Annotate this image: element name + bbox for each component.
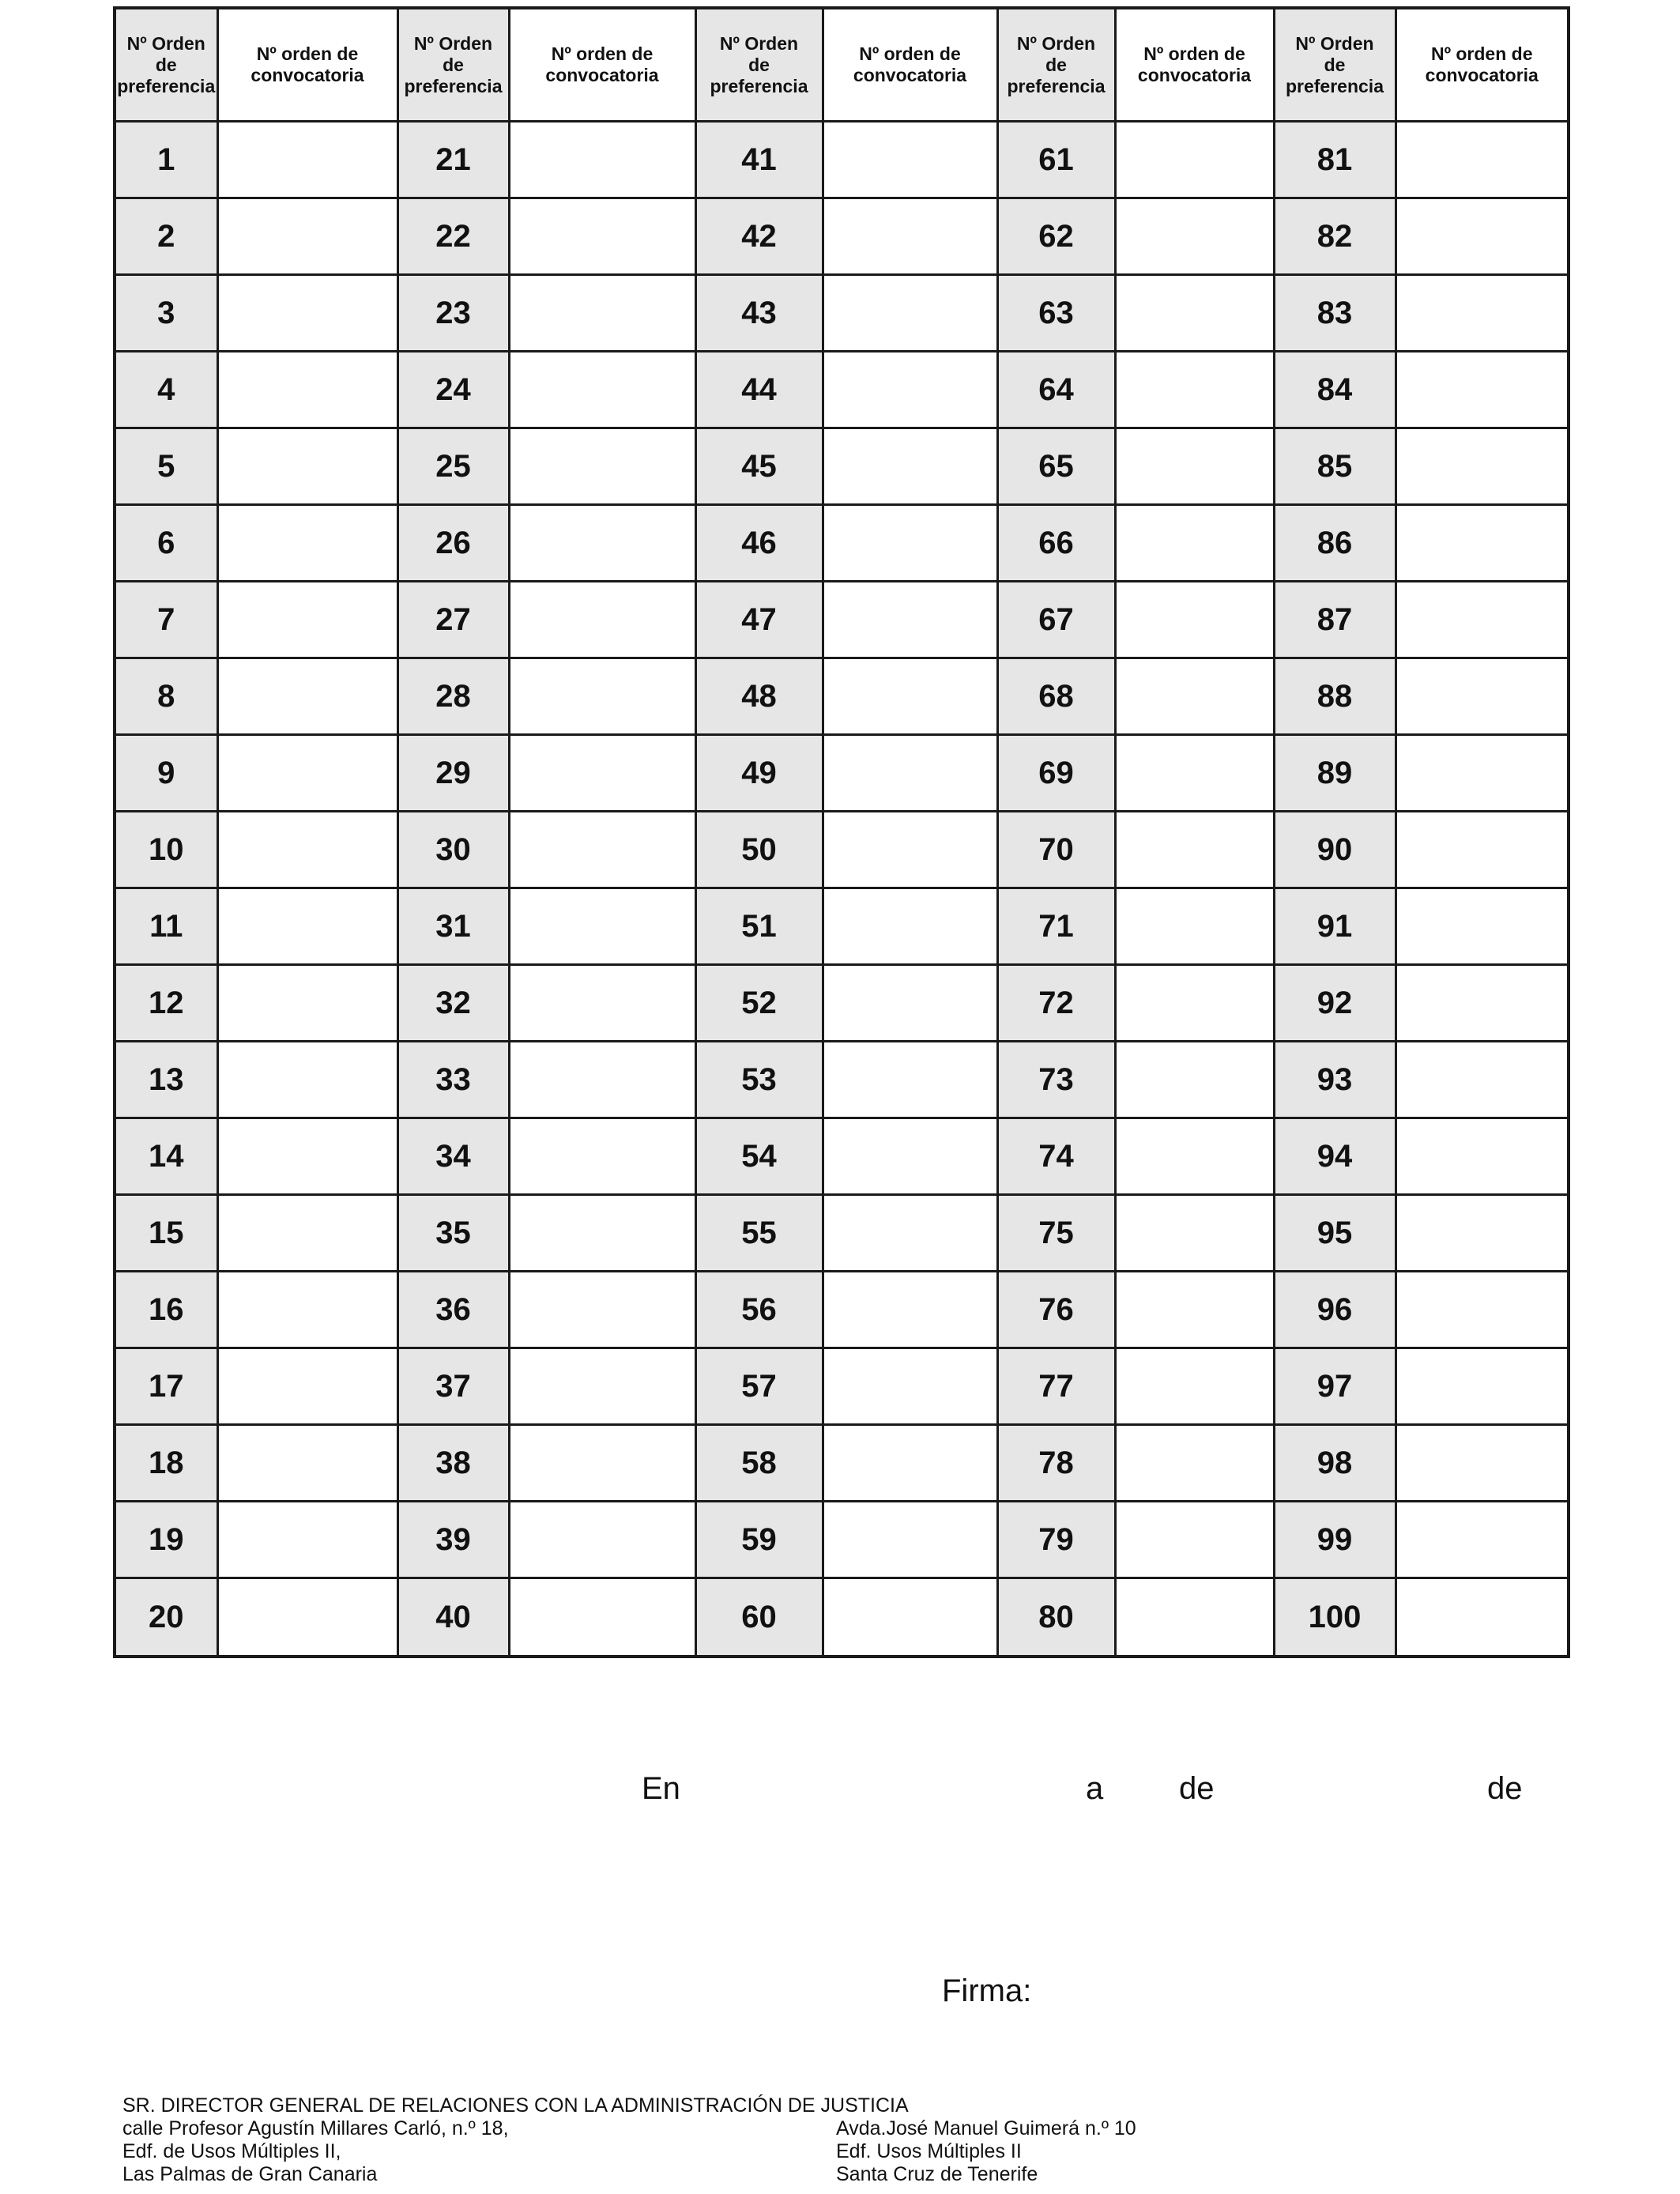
convocatoria-number-field[interactable] xyxy=(1396,1118,1569,1195)
convocatoria-number-field[interactable] xyxy=(1396,965,1569,1042)
table-row xyxy=(115,1578,1569,1657)
convocatoria-number-field[interactable] xyxy=(1396,428,1569,505)
convocatoria-number-field[interactable] xyxy=(823,1195,997,1272)
preference-number-cell: 86 xyxy=(1274,505,1396,582)
convocatoria-number-field[interactable] xyxy=(1115,505,1274,582)
preference-number-cell: 7 xyxy=(115,582,217,658)
convocatoria-number-field[interactable] xyxy=(1396,122,1569,198)
convocatoria-number-field[interactable] xyxy=(509,1348,695,1425)
table-row xyxy=(115,428,1569,505)
preference-number-cell: 37 xyxy=(397,1348,509,1425)
preference-number-cell: 89 xyxy=(1274,735,1396,812)
convocatoria-number-field[interactable] xyxy=(823,122,997,198)
convocatoria-number-field[interactable] xyxy=(1396,1502,1569,1578)
convocatoria-number-field[interactable] xyxy=(509,505,695,582)
preference-number-cell: 21 xyxy=(397,122,509,198)
convocatoria-number-field[interactable] xyxy=(1396,735,1569,812)
preference-number-cell: 58 xyxy=(695,1425,823,1502)
preference-number-cell: 51 xyxy=(695,888,823,965)
convocatoria-number-field[interactable] xyxy=(217,1195,397,1272)
preference-number-cell: 30 xyxy=(397,812,509,888)
preference-number-cell: 56 xyxy=(695,1272,823,1348)
preference-number-cell: 71 xyxy=(997,888,1115,965)
preference-number-cell: 72 xyxy=(997,965,1115,1042)
preference-number-cell: 60 xyxy=(695,1578,823,1657)
convocatoria-number-field[interactable] xyxy=(509,198,695,275)
header-text-line: de xyxy=(748,54,770,75)
header-text-line: preferencia xyxy=(117,75,216,96)
year-field[interactable] xyxy=(1535,1767,1629,1808)
header-text-line: de xyxy=(443,54,464,75)
header-text-line: convocatoria xyxy=(1137,65,1252,85)
preference-number-cell: 20 xyxy=(115,1578,217,1657)
convocatoria-number-field[interactable] xyxy=(1115,812,1274,888)
convocatoria-number-field[interactable] xyxy=(217,275,397,352)
preference-number-cell: 6 xyxy=(115,505,217,582)
preference-number-cell: 18 xyxy=(115,1425,217,1502)
preference-number-cell: 88 xyxy=(1274,658,1396,735)
convocatoria-number-field[interactable] xyxy=(217,1118,397,1195)
preference-number-cell: 77 xyxy=(997,1348,1115,1425)
header-text-line: preferencia xyxy=(404,75,503,96)
convocatoria-number-field[interactable] xyxy=(1115,658,1274,735)
right-address-line: Santa Cruz de Tenerife xyxy=(836,2163,1038,2185)
convocatoria-number-field[interactable] xyxy=(509,1195,695,1272)
preference-number-cell: 29 xyxy=(397,735,509,812)
preference-number-cell: 48 xyxy=(695,658,823,735)
convocatoria-number-field[interactable] xyxy=(217,965,397,1042)
preference-number-cell: 79 xyxy=(997,1502,1115,1578)
header-text-line: Nº Orden xyxy=(719,32,799,54)
table-row xyxy=(115,198,1569,275)
table-row xyxy=(115,812,1569,888)
header-text-line: convocatoria xyxy=(1425,65,1539,85)
preference-number-cell: 90 xyxy=(1274,812,1396,888)
preference-number-cell: 27 xyxy=(397,582,509,658)
preference-number-cell: 4 xyxy=(115,352,217,428)
preference-number-cell: 34 xyxy=(397,1118,509,1195)
convocatoria-number-field[interactable] xyxy=(823,735,997,812)
convocatoria-number-field[interactable] xyxy=(823,1272,997,1348)
table-row xyxy=(115,1348,1569,1425)
preference-number-cell: 19 xyxy=(115,1502,217,1578)
preference-number-cell: 14 xyxy=(115,1118,217,1195)
preference-number-cell: 95 xyxy=(1274,1195,1396,1272)
convocatoria-number-field[interactable] xyxy=(217,888,397,965)
header-orden-convocatoria xyxy=(509,8,695,122)
preference-number-cell: 73 xyxy=(997,1042,1115,1118)
convocatoria-number-field[interactable] xyxy=(1396,352,1569,428)
preference-number-cell: 93 xyxy=(1274,1042,1396,1118)
convocatoria-number-field[interactable] xyxy=(217,352,397,428)
preference-number-cell: 57 xyxy=(695,1348,823,1425)
preference-number-cell: 91 xyxy=(1274,888,1396,965)
preference-number-cell: 1 xyxy=(115,122,217,198)
preference-number-cell: 67 xyxy=(997,582,1115,658)
preference-number-cell: 87 xyxy=(1274,582,1396,658)
header-text-line: de xyxy=(1324,54,1346,75)
table-row xyxy=(115,275,1569,352)
preference-number-cell: 15 xyxy=(115,1195,217,1272)
convocatoria-number-field[interactable] xyxy=(1115,582,1274,658)
convocatoria-number-field[interactable] xyxy=(1396,888,1569,965)
header-text-line: de xyxy=(1045,54,1067,75)
header-text-line: Nº orden de xyxy=(1430,43,1533,64)
table-row xyxy=(115,582,1569,658)
preference-number-cell: 13 xyxy=(115,1042,217,1118)
header-text-line: convocatoria xyxy=(853,65,967,85)
convocatoria-number-field[interactable] xyxy=(1396,275,1569,352)
header-orden-preferencia xyxy=(695,8,823,122)
table-body xyxy=(115,122,1569,1657)
preference-number-cell: 40 xyxy=(397,1578,509,1657)
right-address-line: Avda.José Manuel Guimerá n.º 10 xyxy=(836,2117,1136,2139)
header-text-line: Nº Orden xyxy=(1295,32,1374,54)
header-orden-preferencia xyxy=(1274,8,1396,122)
preference-number-cell: 23 xyxy=(397,275,509,352)
preference-number-cell: 81 xyxy=(1274,122,1396,198)
header-text-line: Nº Orden xyxy=(413,32,493,54)
preference-number-cell: 28 xyxy=(397,658,509,735)
header-text-line: Nº orden de xyxy=(256,43,359,64)
convocatoria-number-field[interactable] xyxy=(823,1502,997,1578)
convocatoria-number-field[interactable] xyxy=(1396,1042,1569,1118)
preference-number-cell: 65 xyxy=(997,428,1115,505)
preference-number-cell: 63 xyxy=(997,275,1115,352)
preference-number-cell: 98 xyxy=(1274,1425,1396,1502)
convocatoria-number-field[interactable] xyxy=(1115,735,1274,812)
convocatoria-number-field[interactable] xyxy=(217,1578,397,1657)
header-text-line: Nº Orden xyxy=(126,32,205,54)
convocatoria-number-field[interactable] xyxy=(509,888,695,965)
table-row xyxy=(115,1502,1569,1578)
header-orden-preferencia xyxy=(397,8,509,122)
convocatoria-number-field[interactable] xyxy=(509,122,695,198)
table-row xyxy=(115,505,1569,582)
header-orden-convocatoria xyxy=(823,8,997,122)
convocatoria-number-field[interactable] xyxy=(509,582,695,658)
month-field[interactable] xyxy=(1226,1767,1479,1808)
convocatoria-number-field[interactable] xyxy=(1115,352,1274,428)
header-text-line: convocatoria xyxy=(545,65,659,85)
convocatoria-number-field[interactable] xyxy=(1396,582,1569,658)
preference-number-cell: 52 xyxy=(695,965,823,1042)
convocatoria-number-field[interactable] xyxy=(1396,812,1569,888)
convocatoria-number-field[interactable] xyxy=(1115,1042,1274,1118)
day-connector: a xyxy=(1086,1771,1104,1806)
convocatoria-number-field[interactable] xyxy=(509,812,695,888)
convocatoria-number-field[interactable] xyxy=(1396,505,1569,582)
preference-number-cell: 82 xyxy=(1274,198,1396,275)
signature-field[interactable] xyxy=(1043,1952,1517,2023)
preference-number-cell: 53 xyxy=(695,1042,823,1118)
convocatoria-number-field[interactable] xyxy=(1115,1425,1274,1502)
header-text-line: preferencia xyxy=(1007,75,1106,96)
convocatoria-number-field[interactable] xyxy=(509,275,695,352)
preference-number-cell: 62 xyxy=(997,198,1115,275)
preference-number-cell: 54 xyxy=(695,1118,823,1195)
table-row xyxy=(115,735,1569,812)
year-connector: de xyxy=(1487,1771,1523,1806)
convocatoria-number-field[interactable] xyxy=(1115,122,1274,198)
preference-number-cell: 64 xyxy=(997,352,1115,428)
header-orden-convocatoria xyxy=(1396,8,1569,122)
convocatoria-number-field[interactable] xyxy=(509,658,695,735)
convocatoria-number-field[interactable] xyxy=(823,505,997,582)
preference-number-cell: 32 xyxy=(397,965,509,1042)
convocatoria-number-field[interactable] xyxy=(509,352,695,428)
convocatoria-number-field[interactable] xyxy=(1115,1348,1274,1425)
header-text-line: Nº orden de xyxy=(551,43,654,64)
preference-number-cell: 2 xyxy=(115,198,217,275)
convocatoria-number-field[interactable] xyxy=(509,965,695,1042)
convocatoria-number-field[interactable] xyxy=(217,1425,397,1502)
preference-number-cell: 99 xyxy=(1274,1502,1396,1578)
preference-number-cell: 78 xyxy=(997,1425,1115,1502)
header-text-line: Nº Orden xyxy=(1016,32,1096,54)
table-row xyxy=(115,1425,1569,1502)
table-row xyxy=(115,1272,1569,1348)
preference-number-cell: 12 xyxy=(115,965,217,1042)
convocatoria-number-field[interactable] xyxy=(1396,658,1569,735)
header-text-line: de xyxy=(155,54,177,75)
preference-number-cell: 74 xyxy=(997,1118,1115,1195)
convocatoria-number-field[interactable] xyxy=(509,1118,695,1195)
preference-number-cell: 26 xyxy=(397,505,509,582)
convocatoria-number-field[interactable] xyxy=(1115,1118,1274,1195)
signature-label: Firma: xyxy=(942,1973,1032,2008)
convocatoria-number-field[interactable] xyxy=(1115,198,1274,275)
convocatoria-number-field[interactable] xyxy=(1115,965,1274,1042)
preference-number-cell: 9 xyxy=(115,735,217,812)
convocatoria-number-field[interactable] xyxy=(217,428,397,505)
preference-number-cell: 85 xyxy=(1274,428,1396,505)
preference-number-cell: 68 xyxy=(997,658,1115,735)
preference-number-cell: 45 xyxy=(695,428,823,505)
preference-number-cell: 46 xyxy=(695,505,823,582)
table-row xyxy=(115,658,1569,735)
place-field[interactable] xyxy=(695,1767,1075,1808)
table-row xyxy=(115,1118,1569,1195)
preference-number-cell: 17 xyxy=(115,1348,217,1425)
preference-number-cell: 83 xyxy=(1274,275,1396,352)
preference-number-cell: 76 xyxy=(997,1272,1115,1348)
preference-number-cell: 25 xyxy=(397,428,509,505)
preference-number-cell: 35 xyxy=(397,1195,509,1272)
left-address-line: Las Palmas de Gran Canaria xyxy=(122,2163,378,2185)
preference-number-cell: 50 xyxy=(695,812,823,888)
header-text-line: convocatoria xyxy=(250,65,364,85)
convocatoria-number-field[interactable] xyxy=(1115,428,1274,505)
preference-number-cell: 84 xyxy=(1274,352,1396,428)
preference-number-cell: 22 xyxy=(397,198,509,275)
convocatoria-number-field[interactable] xyxy=(217,505,397,582)
convocatoria-number-field[interactable] xyxy=(509,1425,695,1502)
header-orden-convocatoria xyxy=(217,8,397,122)
convocatoria-number-field[interactable] xyxy=(1396,1272,1569,1348)
header-text-line: Nº orden de xyxy=(859,43,961,64)
convocatoria-number-field[interactable] xyxy=(1115,1578,1274,1657)
convocatoria-number-field[interactable] xyxy=(217,198,397,275)
day-field[interactable] xyxy=(1108,1767,1171,1808)
convocatoria-number-field[interactable] xyxy=(509,428,695,505)
place-label: En xyxy=(642,1771,680,1806)
preference-number-cell: 69 xyxy=(997,735,1115,812)
convocatoria-number-field[interactable] xyxy=(823,1425,997,1502)
convocatoria-number-field[interactable] xyxy=(217,735,397,812)
preference-number-cell: 16 xyxy=(115,1272,217,1348)
preference-number-cell: 49 xyxy=(695,735,823,812)
convocatoria-number-field[interactable] xyxy=(823,275,997,352)
header-text-line: preferencia xyxy=(1285,75,1384,96)
convocatoria-number-field[interactable] xyxy=(217,1502,397,1578)
preference-number-cell: 61 xyxy=(997,122,1115,198)
month-connector: de xyxy=(1179,1771,1215,1806)
convocatoria-number-field[interactable] xyxy=(1115,275,1274,352)
preference-number-cell: 94 xyxy=(1274,1118,1396,1195)
convocatoria-number-field[interactable] xyxy=(823,352,997,428)
preference-number-cell: 24 xyxy=(397,352,509,428)
convocatoria-number-field[interactable] xyxy=(823,198,997,275)
preference-number-cell: 100 xyxy=(1274,1578,1396,1657)
convocatoria-number-field[interactable] xyxy=(823,1578,997,1657)
convocatoria-number-field[interactable] xyxy=(823,428,997,505)
table-row xyxy=(115,352,1569,428)
preference-number-cell: 42 xyxy=(695,198,823,275)
preference-number-cell: 39 xyxy=(397,1502,509,1578)
convocatoria-number-field[interactable] xyxy=(1115,888,1274,965)
convocatoria-number-field[interactable] xyxy=(217,658,397,735)
preference-number-cell: 11 xyxy=(115,888,217,965)
preference-number-cell: 97 xyxy=(1274,1348,1396,1425)
preference-number-cell: 70 xyxy=(997,812,1115,888)
table-row xyxy=(115,965,1569,1042)
preference-number-cell: 59 xyxy=(695,1502,823,1578)
convocatoria-number-field[interactable] xyxy=(1396,1578,1569,1657)
convocatoria-number-field[interactable] xyxy=(823,812,997,888)
convocatoria-number-field[interactable] xyxy=(1396,1195,1569,1272)
convocatoria-number-field[interactable] xyxy=(217,812,397,888)
header-row xyxy=(115,8,1569,122)
convocatoria-number-field[interactable] xyxy=(217,122,397,198)
convocatoria-number-field[interactable] xyxy=(509,735,695,812)
preference-number-cell: 43 xyxy=(695,275,823,352)
preference-number-cell: 8 xyxy=(115,658,217,735)
convocatoria-number-field[interactable] xyxy=(823,1042,997,1118)
right-address-line: Edf. Usos Múltiples II xyxy=(836,2140,1022,2162)
preference-number-cell: 41 xyxy=(695,122,823,198)
preference-number-cell: 80 xyxy=(997,1578,1115,1657)
table-row xyxy=(115,1195,1569,1272)
preference-number-cell: 92 xyxy=(1274,965,1396,1042)
preference-number-cell: 3 xyxy=(115,275,217,352)
preference-number-cell: 47 xyxy=(695,582,823,658)
convocatoria-number-field[interactable] xyxy=(217,582,397,658)
convocatoria-number-field[interactable] xyxy=(823,965,997,1042)
header-orden-convocatoria xyxy=(1115,8,1274,122)
preference-number-cell: 10 xyxy=(115,812,217,888)
convocatoria-number-field[interactable] xyxy=(509,1578,695,1657)
preference-number-cell: 36 xyxy=(397,1272,509,1348)
table-row xyxy=(115,1042,1569,1118)
preference-number-cell: 96 xyxy=(1274,1272,1396,1348)
convocatoria-number-field[interactable] xyxy=(1396,198,1569,275)
convocatoria-number-field[interactable] xyxy=(1396,1348,1569,1425)
convocatoria-number-field[interactable] xyxy=(1115,1272,1274,1348)
table-row xyxy=(115,888,1569,965)
convocatoria-number-field[interactable] xyxy=(509,1042,695,1118)
left-address-line: Edf. de Usos Múltiples II, xyxy=(122,2140,341,2162)
preference-number-cell: 55 xyxy=(695,1195,823,1272)
preference-number-cell: 44 xyxy=(695,352,823,428)
convocatoria-number-field[interactable] xyxy=(1115,1502,1274,1578)
convocatoria-number-field[interactable] xyxy=(217,1042,397,1118)
convocatoria-number-field[interactable] xyxy=(823,888,997,965)
header-text-line: preferencia xyxy=(710,75,808,96)
preference-table xyxy=(113,6,1570,1658)
convocatoria-number-field[interactable] xyxy=(823,582,997,658)
left-address-line: calle Profesor Agustín Millares Carló, n.º 18, xyxy=(122,2117,509,2139)
convocatoria-number-field[interactable] xyxy=(1115,1195,1274,1272)
convocatoria-number-field[interactable] xyxy=(217,1272,397,1348)
preference-number-cell: 31 xyxy=(397,888,509,965)
convocatoria-number-field[interactable] xyxy=(823,1348,997,1425)
convocatoria-number-field[interactable] xyxy=(509,1272,695,1348)
header-orden-preferencia xyxy=(115,8,217,122)
header-orden-preferencia xyxy=(997,8,1115,122)
convocatoria-number-field[interactable] xyxy=(217,1348,397,1425)
header-text-line: Nº orden de xyxy=(1143,43,1245,64)
convocatoria-number-field[interactable] xyxy=(823,658,997,735)
preference-number-cell: 75 xyxy=(997,1195,1115,1272)
table-row xyxy=(115,122,1569,198)
preference-number-cell: 38 xyxy=(397,1425,509,1502)
addressee: SR. DIRECTOR GENERAL DE RELACIONES CON LA ADMINISTRACIÓN DE JUSTICIA xyxy=(122,2094,909,2117)
convocatoria-number-field[interactable] xyxy=(509,1502,695,1578)
preference-number-cell: 66 xyxy=(997,505,1115,582)
convocatoria-number-field[interactable] xyxy=(823,1118,997,1195)
preference-number-cell: 33 xyxy=(397,1042,509,1118)
convocatoria-number-field[interactable] xyxy=(1396,1425,1569,1502)
preference-number-cell: 5 xyxy=(115,428,217,505)
